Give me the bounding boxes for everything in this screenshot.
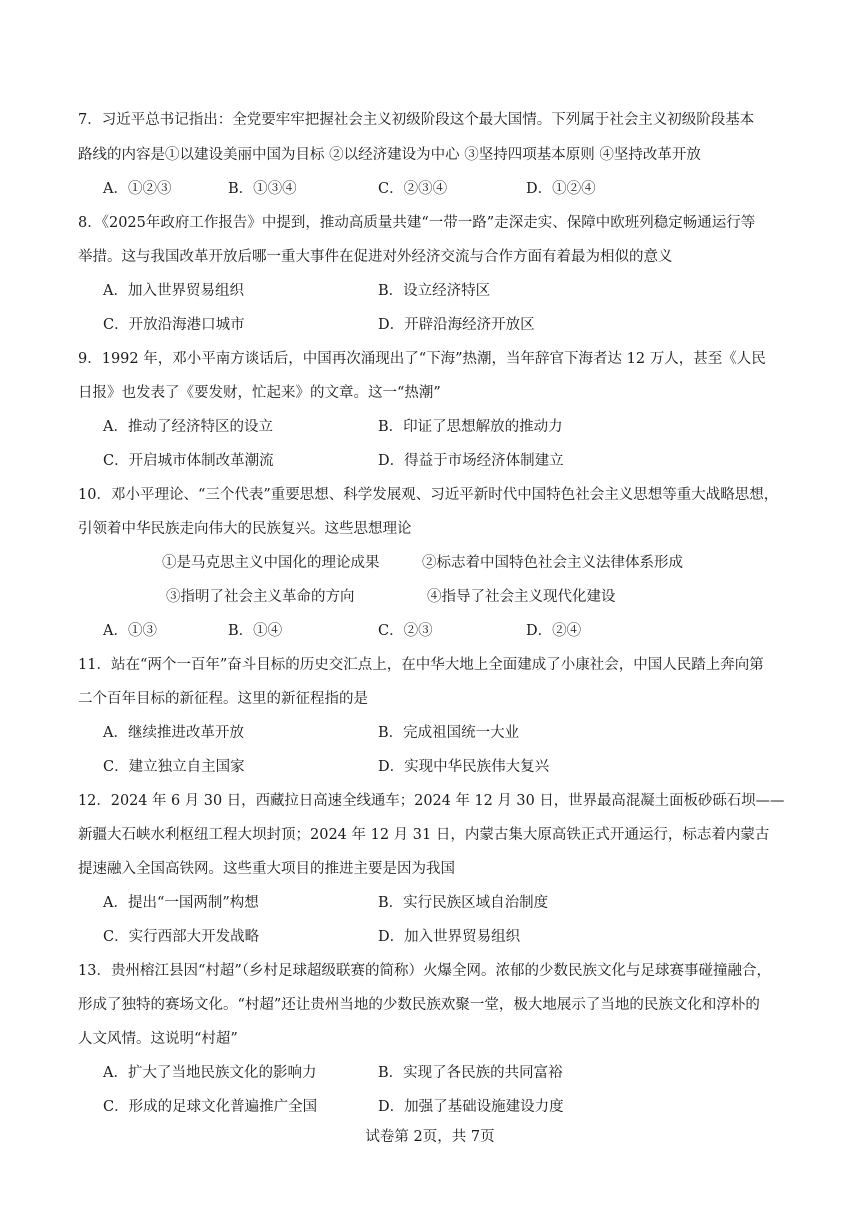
question-10-line-1: 10．邓小平理论、“三个代表”重要思想、科学发展观、习近平新时代中国特色社会主义思想等重大战略思想， [78, 487, 779, 503]
question-12-option-a: A．提出“一国两制”构想 [103, 895, 259, 911]
question-11-option-c: C．建立独立自主国家 [103, 759, 245, 775]
question-13-option-a: A．扩大了当地民族文化的影响力 [103, 1065, 317, 1081]
question-12-line-1: 12．2024 年 6 月 30 日，西藏拉日高速全线通车；2024 年 12 月 30 日，世界最高混凝土面板砂砾石坝—— [78, 793, 785, 809]
question-9-line-2: 日报》也发表了《要发财，忙起来》的文章。这一“热潮” [78, 385, 441, 401]
question-10-statement-1: ①是马克思主义中国化的理论成果 [162, 555, 380, 571]
question-13-line-3: 人文风情。这说明“村超” [78, 1031, 238, 1047]
question-12-line-2: 新疆大石峡水利枢纽工程大坝封顶；2024 年 12 月 31 日，内蒙古集大原高铁正式开通运行，标志着内蒙古 [78, 827, 770, 843]
question-7-option-d: D．①②④ [526, 181, 596, 197]
question-10-statement-2: ②标志着中国特色社会主义法律体系形成 [422, 555, 683, 571]
question-8-option-c: C．开放沿海港口城市 [103, 317, 245, 333]
question-7-option-a: A．①②③ [103, 181, 172, 197]
question-8-line-1: 8．《2025年政府工作报告》中提到，推动高质量共建“一带一路”走深走实、保障中欧班列稳定畅通运行等 [78, 215, 756, 231]
question-11-line-2: 二个百年目标的新征程。这里的新征程指的是 [78, 691, 368, 707]
question-8-option-b: B．设立经济特区 [378, 283, 491, 299]
question-10-option-b: B．①④ [228, 623, 283, 639]
question-9-option-c: C．开启城市体制改革潮流 [103, 453, 274, 469]
question-13-line-1: 13．贵州榕江县因“村超”（乡村足球超级联赛的简称）火爆全网。浓郁的少数民族文化与足球赛事碰撞融合， [78, 963, 772, 979]
question-10-option-d: D．②④ [526, 623, 582, 639]
question-12-line-3: 提速融入全国高铁网。这些重大项目的推进主要是因为我国 [78, 861, 455, 877]
question-11-option-a: A．继续推进改革开放 [103, 725, 244, 741]
question-9-line-1: 9．1992 年，邓小平南方谈话后，中国再次涌现出了“下海”热潮，当年辞官下海者达 12 万人，甚至《人民 [78, 351, 766, 367]
question-13-option-b: B．实现了各民族的共同富裕 [378, 1065, 563, 1081]
page-footer: 试卷第 2页，共 7页 [365, 1129, 495, 1145]
question-11-option-d: D．实现中华民族伟大复兴 [378, 759, 550, 775]
question-7-option-c: C．②③④ [378, 181, 448, 197]
question-9-option-a: A．推动了经济特区的设立 [103, 419, 273, 435]
question-8-option-a: A．加入世界贸易组织 [103, 283, 244, 299]
question-9-option-b: B．印证了思想解放的推动力 [378, 419, 563, 435]
question-7-line-2: 路线的内容是①以建设美丽中国为目标 ②以经济建设为中心 ③坚持四项基本原则 ④坚持改革开放 [78, 147, 701, 163]
question-12-option-c: C．实行西部大开发战略 [103, 929, 260, 945]
question-13-option-d: D．加强了基础设施建设力度 [378, 1099, 564, 1115]
question-7-line-1: 7．习近平总书记指出：全党要牢牢把握社会主义初级阶段这个最大国情。下列属于社会主义初级阶段基本 [78, 112, 755, 128]
question-9-option-d: D．得益于市场经济体制建立 [378, 453, 564, 469]
question-10-statement-4: ④指导了社会主义现代化建设 [427, 589, 616, 605]
question-10-line-2: 引领着中华民族走向伟大的民族复兴。这些思想理论 [78, 521, 412, 537]
question-10-option-a: A．①③ [103, 623, 157, 639]
question-13-option-c: C．形成的足球文化普遍推广全国 [103, 1099, 318, 1115]
question-11-line-1: 11．站在“两个一百年”奋斗目标的历史交汇点上，在中华大地上全面建成了小康社会，中国人民踏上奔向第 [78, 657, 764, 673]
question-13-line-2: 形成了独特的赛场文化。“村超”还让贵州当地的少数民族欢聚一堂，极大地展示了当地的民族文化和淳朴的 [78, 997, 760, 1013]
question-8-line-2: 举措。这与我国改革开放后哪一重大事件在促进对外经济交流与合作方面有着最为相似的意义 [78, 249, 673, 265]
question-12-option-b: B．实行民族区域自治制度 [378, 895, 549, 911]
question-7-option-b: B．①③④ [228, 181, 297, 197]
question-12-option-d: D．加入世界贸易组织 [378, 929, 521, 945]
question-10-option-c: C．②③ [378, 623, 433, 639]
question-10-statement-3: ③指明了社会主义革命的方向 [166, 589, 355, 605]
question-11-option-b: B．完成祖国统一大业 [378, 725, 520, 741]
question-8-option-d: D．开辟沿海经济开放区 [378, 317, 535, 333]
